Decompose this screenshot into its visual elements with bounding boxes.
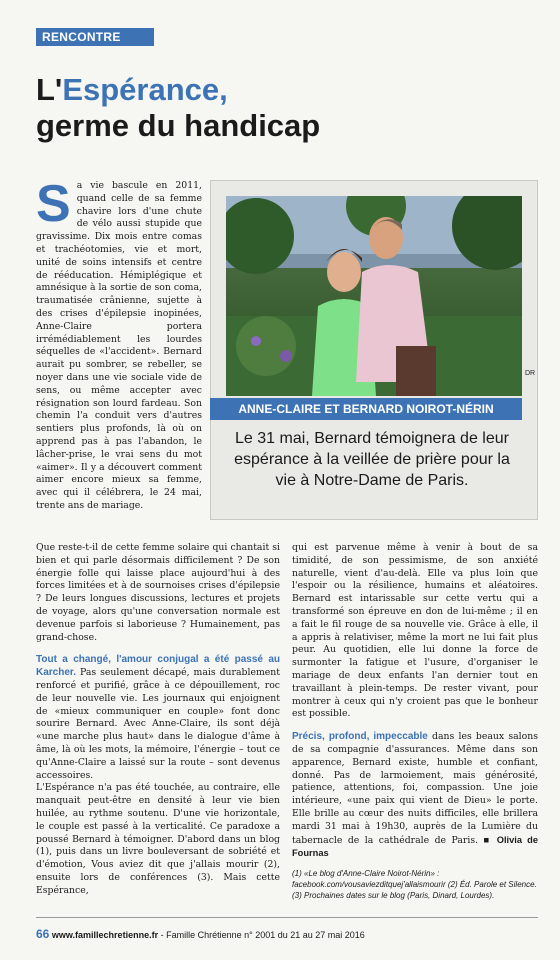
drop-cap: S	[36, 175, 71, 233]
footnotes	[292, 868, 538, 901]
headline-line1-blue: Espérance,	[62, 72, 228, 107]
right-paragraph-2-text: dans les beaux salons de sa compagnie d'assurances. Même dans son apparence, Bernard existe, humble et confiant, donné. Pas de larmoiement, mais générosité, patience, attentions, foi, compassion. Une joie intérieure, «une paix qui vient de Dieu» le porte. Elle brille au cœur des nuits difficiles, elle brillera mardi 31 mai à 19h30, auprès de la Lumière du tabernacle de la cathédrale de Paris.	[292, 731, 538, 846]
left-paragraph-4: L'Espérance n'a pas été touchée, au contraire, elle manquait peut-être en densité à leur vie bien huilée, au rythme soutenu. D'une vie horizontale, le couple est passé à la verticalité. Ce paradoxe a poussé Bernard à témoigner. D'abord dans un blog (1), puis dans un livre bouleversant de sobriété et d'émotion, Vous aviez dit que j'allais mourir (2), ensuite lors de conférences (3). Mais cette Espérance,	[36, 782, 280, 896]
footer	[36, 928, 556, 941]
pull-quote: Le 31 mai, Bernard témoignera de leur espérance à la veillée de prière pour la vie à Notre-Dame de Paris.	[234, 430, 510, 489]
left-paragraph-1: a vie bascule en 2011, quand celle de sa femme chavire lors d'une chute de vélo aussi stupide que gravissime. Dix mois entre comas et trachéotomies, vie et mort, unité de soins intensifs et centre de rééducation. Hémiplégique et amnésique à la sortie de son coma, traumatisée crânienne, sujette à des crises d'épilepsie inopinées, Anne-Claire portera irrémédiablement les lourdes séquelles de «l'accident». Bernard aurait pu sombrer, se rebeller, se noyer dans une vie sociale vide de sens, ou même accepter avec résignation son lourd fardeau. Son chemin l'a conduit vers d'autres sentiers plus profonds, là où on apprend pas à pas l'abandon, le lâcher-prise, le vrai sens du mot «aimer». Il y a découvert comment aimer encore mieux sa femme, avec qui il célébrera, le 24 mai, trente ans de mariage.	[36, 180, 202, 511]
lede-karcher: Tout a changé, l'amour conjugal a été passé au Karcher.	[36, 654, 280, 679]
left-column-upper	[36, 175, 202, 513]
photo-caption: ANNE-CLAIRE ET BERNARD NOIROT-NÉRIN	[210, 398, 522, 420]
headline-line2: germe du handicap	[36, 108, 321, 143]
footer-site: www.famillechretienne.fr	[51, 930, 159, 940]
headline	[36, 72, 506, 144]
signature: ■ Olivia de Fournas	[292, 834, 538, 859]
footnote-1: (1) «Le blog d'Anne-Claire Noirot-Nérin» : facebook.com/vousaviezditquej'allaismourir (2) Éd. Parole et Silence.	[292, 869, 537, 889]
footnote-2: (3) Prochaines dates sur le blog (Paris, Dinard, Lourdes).	[292, 891, 495, 900]
left-paragraph-2: Que reste-t-il de cette femme solaire qui chantait si bien et qui parle désormais difficilement ? De son énergie folle qui laisse place aujourd'hui à des forces limitées et à de sournoises crises d'épilepsie ? De leurs longues discussions, lectures et projets de voyage, alors qu'une conversation normale est devenue parfois si laborieuse ? Humainement, pas grand-chose.	[36, 542, 280, 643]
left-paragraph-3-text: Pas seulement décapé, mais durablement renforcé et purifié, grâce à ce dépouillement, roc de leur nouvelle vie. Les journaux qui enjoignent de «mieux communiquer en couple» font donc sourire Bernard. Avec Anne-Claire, ils sont déjà «une marche plus haut» dans le dialogue d'âme à âme, là où les mots, la mémoire, l'énergie – tout ce qu'Anne-Claire a laissé sur la route – sont devenus accessoires.	[36, 667, 280, 781]
footer-rule	[36, 917, 538, 918]
right-paragraph-1: qui est parvenue même à venir à bout de sa timidité, de son pessimisme, de son anxiété naturelle, vient d'au-delà. Elle va plus loin que l'espoir ou la résilience, humains et aléatoires. Bernard est intarissable sur cette vertu qui a transformé son épreuve en don de lui-même ; il en a fait le fil rouge de sa nouvelle vie. Grâce à elle, il a appris à relativiser, même la mort ne lui fait plus peur. Au quotidien, elle lui donne la force de surmonter la fatigue et l'usure, d'organiser le mariage de deux enfants l'an dernier tout en travaillant à plein-temps. De rester vivant, pour montrer à ceux qui n'y croient pas que le bonheur est possible.	[292, 542, 538, 720]
photo-credit: DR	[525, 370, 536, 377]
section-tag: RENCONTRE	[36, 28, 154, 46]
footer-issue: - Famille Chrétienne n° 2001 du 21 au 27 mai 2016	[158, 930, 365, 940]
page-number: 66	[36, 927, 50, 941]
lede-precis: Précis, profond, impeccable	[292, 731, 428, 743]
left-column-lower	[36, 542, 280, 898]
photo	[226, 196, 522, 396]
couple-photo-illustration	[226, 196, 522, 396]
right-paragraph-2	[292, 731, 538, 861]
left-paragraph-3	[36, 654, 280, 782]
headline-line1-plain: L'	[36, 72, 63, 107]
right-column	[292, 542, 538, 861]
